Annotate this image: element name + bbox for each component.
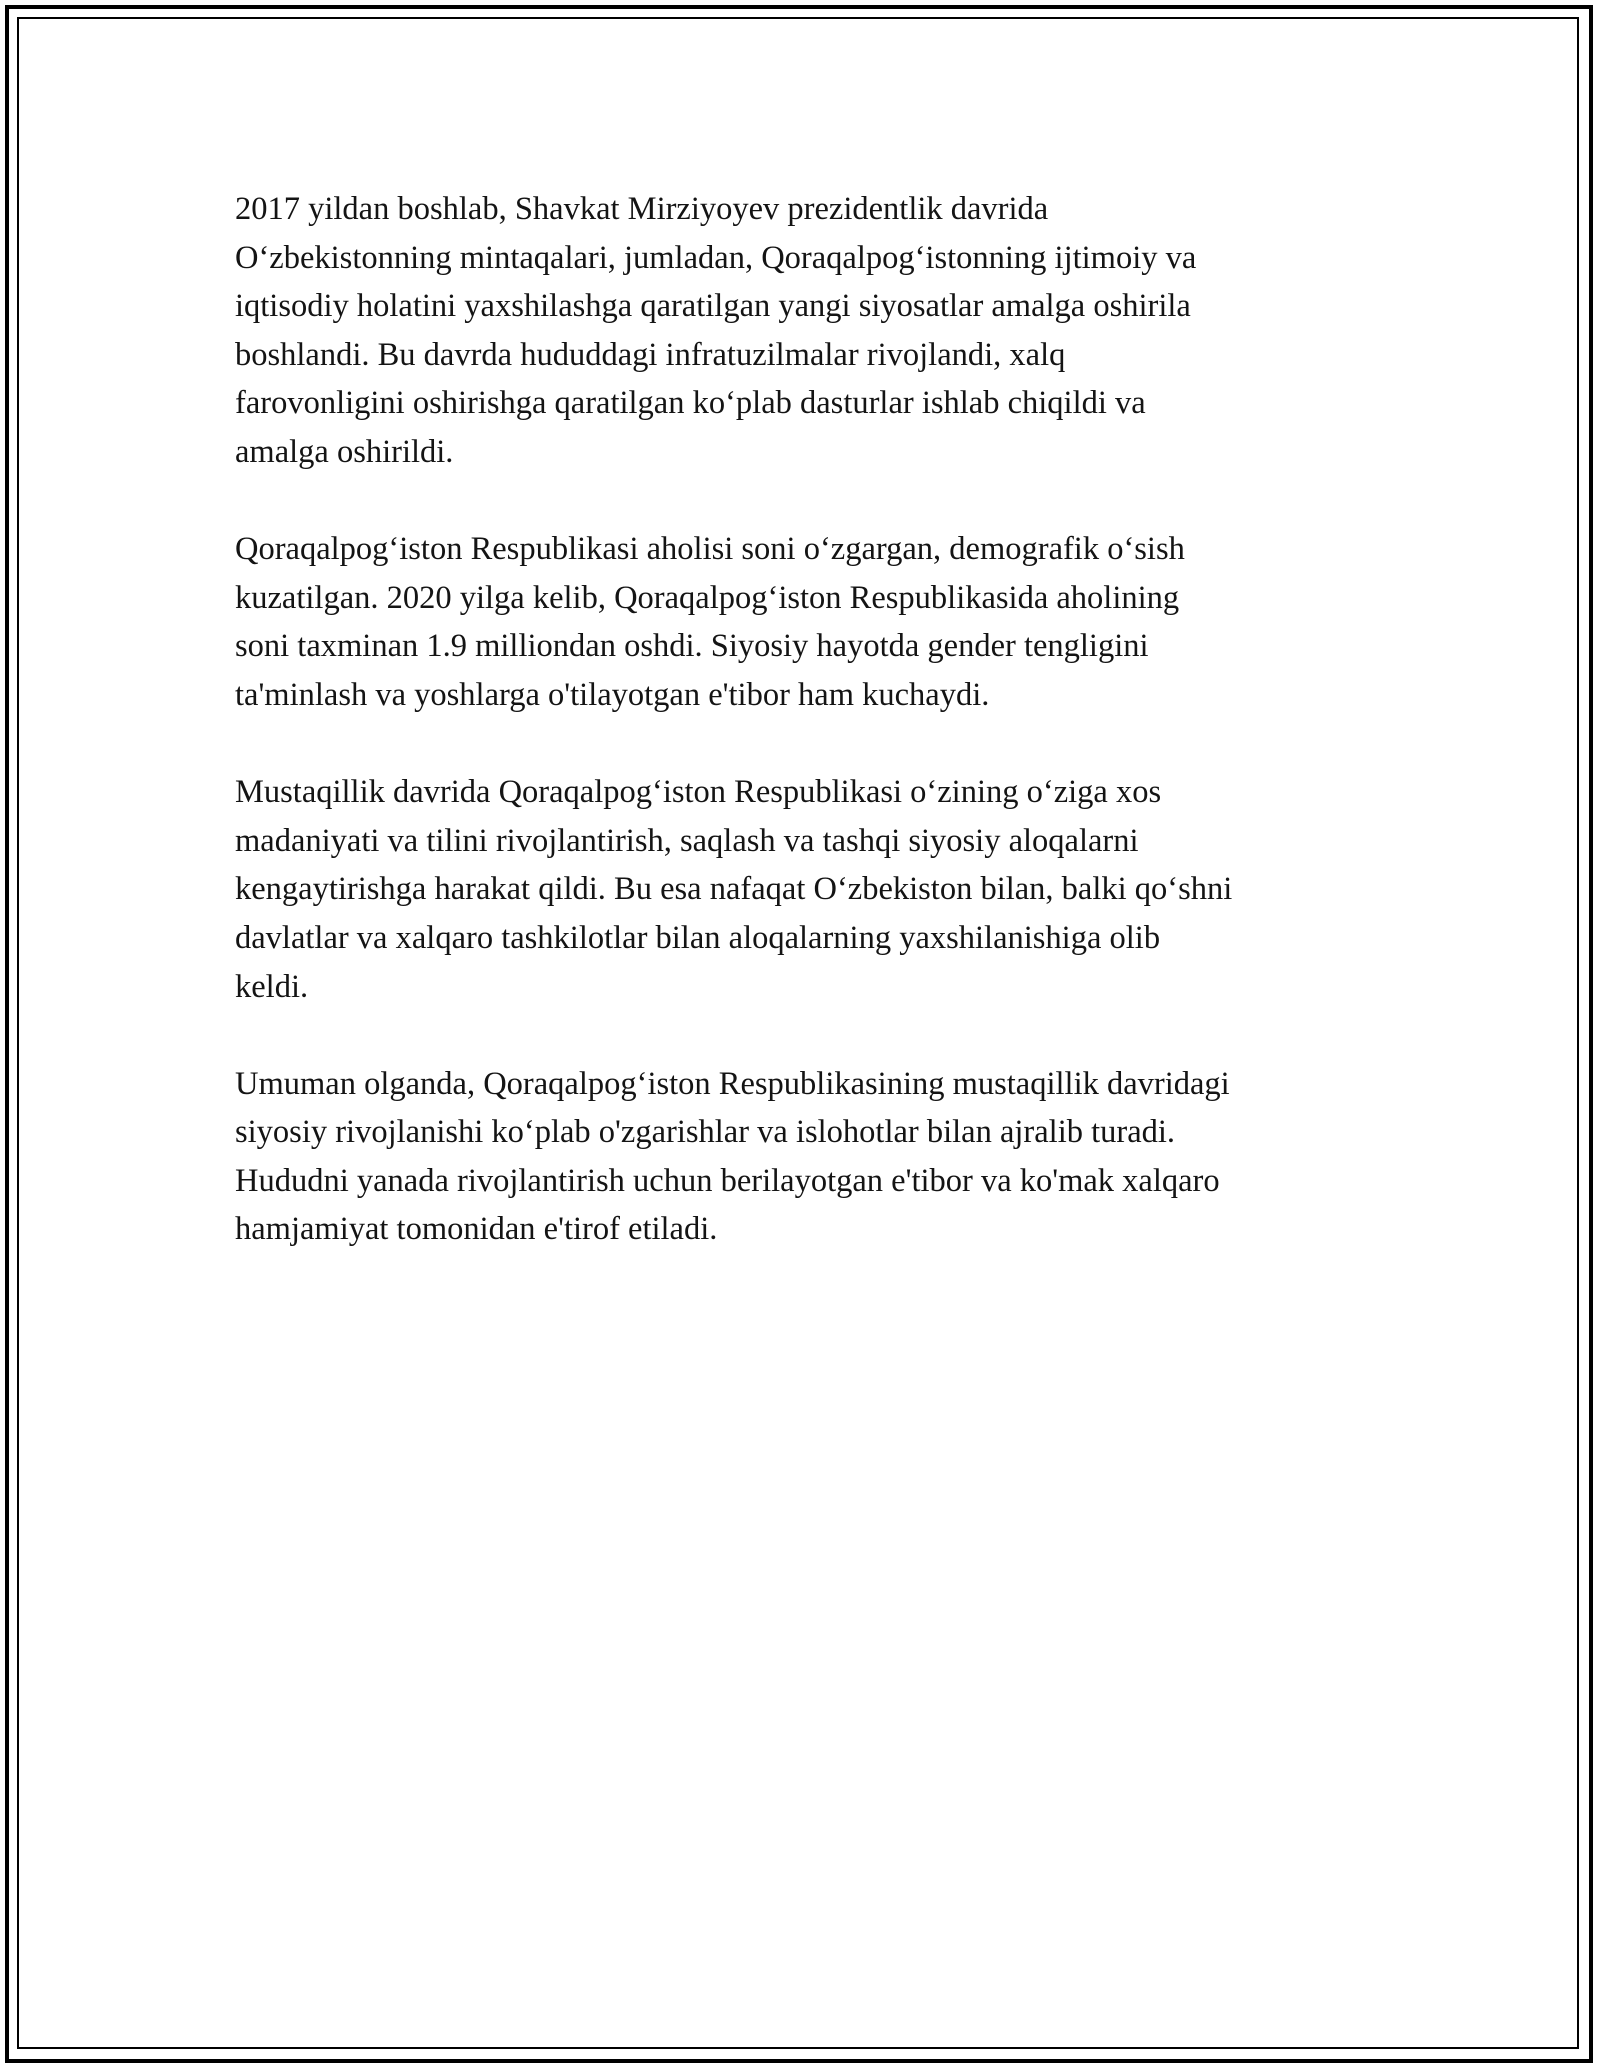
text-line: keldi. — [235, 968, 309, 1005]
text-line: iqtisodiy holatini yaxshilashga qaratilgan yangi siyosatlar amalga oshirila — [235, 288, 1191, 325]
text-line: 2017 yildan boshlab, Shavkat Mirziyoyev prezidentlik davrida — [235, 191, 1049, 227]
text-line: amalga oshirildi. — [235, 433, 454, 470]
text-line: Hududni yanada rivojlantirish uchun berilayotgan e'tibor va ko'mak xalqaro — [235, 1162, 1220, 1199]
text-line: davlatlar va xalqaro tashkilotlar bilan aloqalarning yaxshilanishiga olib — [235, 919, 1161, 956]
text-line: siyosiy rivojlanishi ko‘plab o'zgarishlar va islohotlar bilan ajralib turadi. — [235, 1114, 1176, 1151]
text-line: kengaytirishga harakat qildi. Bu esa nafaqat O‘zbekiston bilan, balki qo‘shni — [235, 871, 1233, 908]
paragraph-demographics — [235, 525, 1375, 719]
paragraph-mirziyoyev-reforms — [235, 185, 1375, 477]
text-line: hamjamiyat tomonidan e'tirof etiladi. — [235, 1211, 718, 1248]
text-line: kuzatilgan. 2020 yilga kelib, Qoraqalpog‘iston Respublikasida aholining — [235, 579, 1180, 616]
text-line: Umuman olganda, Qoraqalpog‘iston Respublikasining mustaqillik davridagi — [235, 1065, 1230, 1102]
text-line: Qoraqalpog‘iston Respublikasi aholisi soni o‘zgargan, demografik o‘sish — [235, 531, 1185, 568]
document-body — [235, 185, 1375, 1303]
text-line: O‘zbekistonning mintaqalari, jumladan, Qoraqalpog‘istonning ijtimoiy va — [235, 239, 1197, 276]
paragraph-conclusion — [235, 1060, 1375, 1254]
text-line: boshlandi. Bu davrda hududdagi infratuzilmalar rivojlandi, xalq — [235, 336, 1066, 373]
text-line: soni taxminan 1.9 milliondan oshdi. Siyosiy hayotda gender tengligini — [235, 628, 1149, 665]
paragraph-culture-relations — [235, 768, 1375, 1011]
text-line: madaniyati va tilini rivojlantirish, saqlash va tashqi siyosiy aloqalarni — [235, 822, 1139, 859]
text-line: Mustaqillik davrida Qoraqalpog‘iston Respublikasi o‘zining o‘ziga xos — [235, 774, 1162, 811]
text-line: ta'minlash va yoshlarga o'tilayotgan e'tibor ham kuchaydi. — [235, 676, 990, 713]
text-line: farovonligini oshirishga qaratilgan ko‘plab dasturlar ishlab chiqildi va — [235, 385, 1146, 422]
